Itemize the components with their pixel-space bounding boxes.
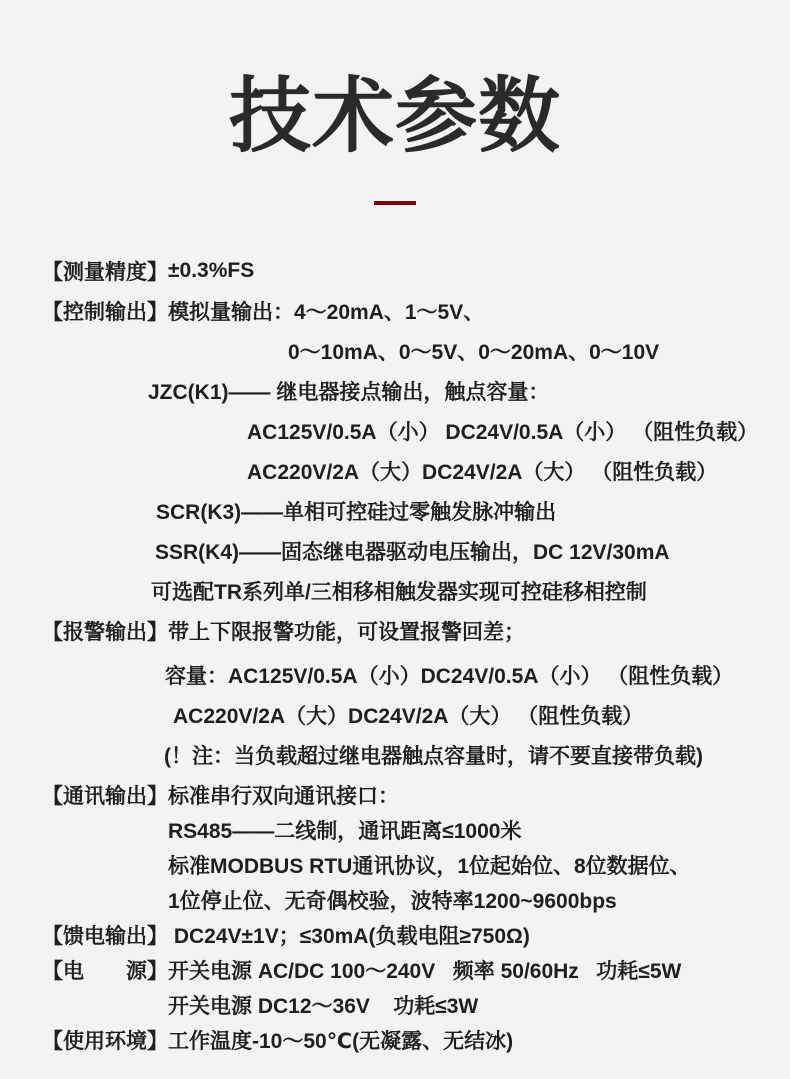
- spec-row-power-supply-dc: [0, 987, 790, 1022]
- spec-value: 标准串行双向通讯接口：: [168, 784, 399, 808]
- spec-row-feed-output: [0, 917, 790, 952]
- spec-value: AC220V/2A（大）DC24V/2A（大） （阻性负载）: [173, 705, 644, 728]
- spec-row-alarm-note: [0, 735, 790, 775]
- spec-label: 【报警输出】: [42, 621, 168, 644]
- spec-value: DC24V±1V；≤30mA(负载电阻≥750Ω): [168, 924, 530, 948]
- spec-row-alarm-capacity-large: [0, 695, 790, 735]
- spec-label: 【使用环境】: [42, 1029, 168, 1053]
- page-title: 技术参数: [228, 71, 561, 162]
- spec-row-measurement-accuracy: [0, 251, 790, 291]
- spec-row-jzc-capacity-small: [0, 411, 790, 451]
- spec-value: 可选配TR系列单/三相移相触发器实现可控硅移相控制: [151, 581, 647, 604]
- spec-row-power-supply: [0, 952, 790, 987]
- spec-value: JZC(K1)—— 继电器接点输出，触点容量：: [148, 381, 550, 404]
- spec-row-control-output: [0, 291, 790, 331]
- spec-list: [0, 251, 790, 1057]
- spec-row-alarm-capacity-small: [0, 655, 790, 695]
- spec-value: 1位停止位、无奇偶校验，波特率1200~9600bps: [168, 889, 617, 913]
- spec-row-serial-params: [0, 882, 790, 917]
- spec-row-modbus: [0, 847, 790, 882]
- spec-row-scr-output: [0, 491, 790, 531]
- spec-value: 带上下限报警功能，可设置报警回差；: [168, 621, 525, 644]
- spec-value: 容量：AC125V/0.5A（小）DC24V/0.5A（小） （阻性负载）: [165, 665, 734, 688]
- spec-row-jzc-capacity-large: [0, 451, 790, 491]
- spec-row-alarm-output: [0, 611, 790, 651]
- spec-row-jzc-relay: [0, 371, 790, 411]
- spec-value: 模拟量输出：4～20mA、1～5V、: [168, 301, 485, 324]
- spec-value: 开关电源 DC12～36V 功耗≤3W: [168, 994, 479, 1018]
- spec-value: RS485——二线制，通讯距离≤1000米: [168, 819, 522, 843]
- spec-label: 【控制输出】: [42, 301, 168, 324]
- spec-row-environment: [0, 1022, 790, 1057]
- spec-value: ±0.3%FS: [168, 259, 255, 282]
- spec-label: 【电 源】: [42, 959, 168, 983]
- spec-row-analog-ranges: [0, 331, 790, 371]
- spec-value: AC125V/0.5A（小） DC24V/0.5A（小） （阻性负载）: [247, 421, 759, 444]
- spec-value: SSR(K4)——固态继电器驱动电压输出，DC 12V/30mA: [155, 541, 670, 564]
- spec-value: 开关电源 AC/DC 100～240V 频率 50/60Hz 功耗≤5W: [168, 959, 682, 983]
- spec-row-comm-output: [0, 777, 790, 812]
- spec-value: 0～10mA、0～5V、0～20mA、0～10V: [288, 341, 660, 364]
- title-underline: [374, 201, 416, 205]
- spec-value: 工作温度-10～50℃(无凝露、无结冰): [168, 1029, 514, 1053]
- spec-value: SCR(K3)——单相可控硅过零触发脉冲输出: [156, 501, 557, 524]
- spec-value: 标准MODBUS RTU通讯协议，1位起始位、8位数据位、: [168, 854, 691, 878]
- spec-row-ssr-output: [0, 531, 790, 571]
- spec-label: 【馈电输出】: [42, 924, 168, 948]
- spec-value: (！注：当负载超过继电器触点容量时，请不要直接带负载): [164, 745, 703, 768]
- spec-label: 【测量精度】: [42, 261, 168, 284]
- spec-value: AC220V/2A（大）DC24V/2A（大） （阻性负载）: [247, 461, 718, 484]
- spec-row-tr-option: [0, 571, 790, 611]
- spec-label: 【通讯输出】: [42, 784, 168, 808]
- spec-row-rs485: [0, 812, 790, 847]
